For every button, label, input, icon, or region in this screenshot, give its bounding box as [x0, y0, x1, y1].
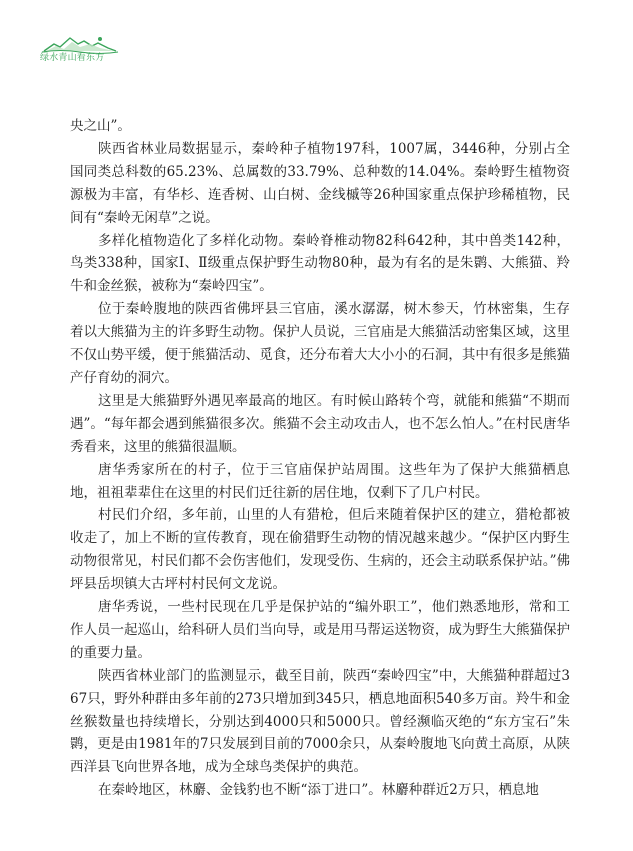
paragraph-musk-deer: 在秦岭地区，林麝、金钱豹也不断“添丁进口”。林麝种群近2万只，栖息地 — [98, 782, 539, 799]
logo-text: 绿水青山看东方 — [40, 53, 105, 63]
paragraph-villagers: 村民们介绍，多年前，山里的人有猎枪，但后来随着保护区的建立，猎枪都被收走了，加上不断的宣传教育，现在偷猎野生动物的情况越来越少。“保护区内野生动物很常见，村民们都不会伤害他们，发现受伤、生病的，还会主动联系保护站。”佛坪县岳坝镇大古坪村村民何文龙说。 — [70, 507, 570, 593]
paragraph-continuation: 央之山”。 — [70, 118, 131, 134]
paragraph-plants: 陕西省林业局数据显示，秦岭种子植物197科，1007属，3446种，分别占全国同类总科数的65.23%、总属数的33.79%、总种数的14.04%。秦岭野生植物资源极为丰富，有华杉、连香树、山白树、金线槭等26种国家重点保护珍稀植物，民间有“秦岭无闲草”之说。 — [70, 140, 570, 226]
mountain-logo-icon — [40, 34, 120, 54]
article-body — [70, 115, 570, 802]
paragraph-village: 唐华秀家所在的村子，位于三官庙保护站周围。这些年为了保护大熊猫栖息地，祖祖辈辈住在这里的村民们迁往新的居住地，仅剩下了几户村民。 — [70, 461, 570, 501]
brand-logo — [40, 34, 120, 66]
paragraph-panda-encounters: 这里是大熊猫野外遇见率最高的地区。有时候山路转个弯，就能和熊猫“不期而遇”。“每年都会遇到熊猫很多次。熊猫不会主动攻击人，也不怎么怕人。”在村民唐华秀看来，这里的熊猫很温顺。 — [70, 392, 570, 455]
paragraph-animals: 多样化植物造化了多样化动物。秦岭脊椎动物82科642种，其中兽类142种，鸟类338种，国家Ⅰ、Ⅱ级重点保护野生动物80种，最为有名的是朱鹮、大熊猫、羚牛和金丝猴，被称为“秦岭四宝”。 — [70, 232, 570, 295]
paragraph-staff: 唐华秀说，一些村民现在几乎是保护站的“编外职工”，他们熟悉地形，常和工作人员一起巡山，给科研人员们当向导，或是用马帮运送物资，成为野生大熊猫保护的重要力量。 — [70, 599, 570, 661]
paragraph-monitoring: 陕西省林业部门的监测显示，截至目前，陕西“秦岭四宝”中，大熊猫种群超过367只，野外种群由多年前的273只增加到345只，栖息地面积540多万亩。羚牛和金丝猴数量也持续增长，分别达到4000只和5000只。曾经濒临灭绝的“东方宝石”朱鹮，更是由1981年的7只发展到目前的7000余只，从秦岭腹地飞向黄土高原，从陕西洋县飞向世界各地，成为全球鸟类保护的典范。 — [70, 667, 570, 776]
paragraph-sanguanmiao: 位于秦岭腹地的陕西省佛坪县三官庙，溪水潺潺，树木参天，竹林密集，生存着以大熊猫为主的许多野生动物。保护人员说，三官庙是大熊猫活动密集区域，这里不仅山势平缓，便于熊猫活动、觅食，还分布着大大小小的石洞，其中有很多是熊猫产仔育幼的洞穴。 — [70, 301, 570, 386]
